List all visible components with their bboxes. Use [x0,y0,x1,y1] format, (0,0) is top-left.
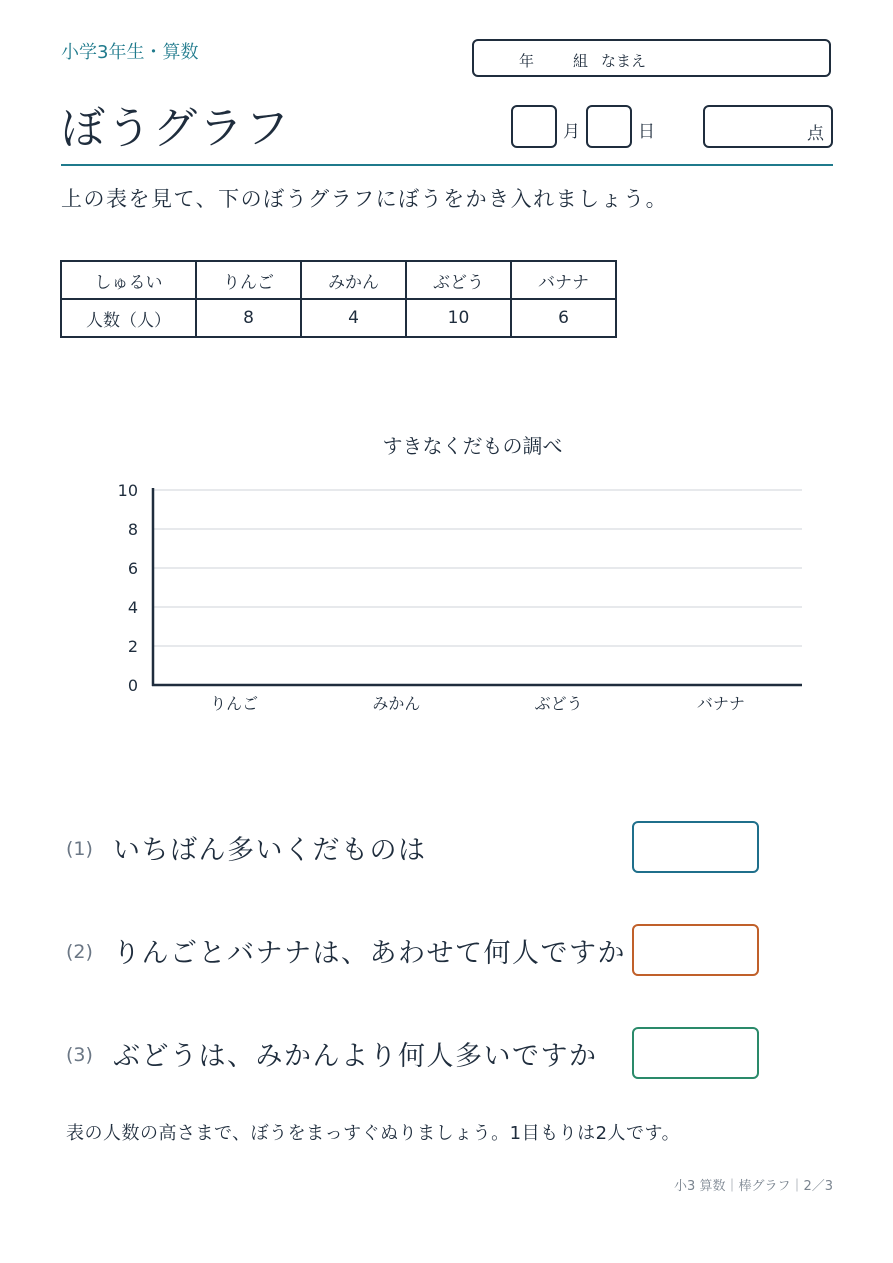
y-tick-label: 2 [127,637,138,656]
data-table [60,260,617,338]
question-number: (1) [66,838,93,860]
namae-label: なまえ [601,52,647,70]
chart-svg[interactable] [100,425,820,725]
question-text: りんごとバナナは、あわせて何人ですか [113,938,626,969]
table-cell: りんご [196,261,301,299]
x-tick-label: バナナ [696,694,745,713]
day-label: 日 [638,122,655,142]
grade-label: 小学3年生・算数 [61,42,199,63]
instruction-text: 上の表を見て、下のぼうグラフにぼうをかき入れましょう。 [61,187,669,211]
question-number: (3) [66,1044,93,1066]
score-field[interactable] [703,105,833,148]
answer-box-1[interactable] [632,821,759,873]
table-cell: 4 [301,299,406,337]
kumi-label: 組 [573,52,589,70]
month-label: 月 [563,122,580,142]
table-cell: ぶどう [406,261,511,299]
x-tick-label: ぶどう [534,694,583,713]
y-tick-label: 4 [127,598,138,617]
table-cell: 人数（人） [61,299,196,337]
question-text: ぶどうは、みかんより何人多いですか [113,1041,598,1072]
month-field[interactable] [511,105,557,148]
x-tick-label: りんご [210,694,259,713]
table-header-row [61,261,616,299]
hint-note: 表の人数の高さまで、ぼうをまっすぐぬりましょう。1目もりは2人です。 [66,1123,681,1144]
table-cell: 10 [406,299,511,337]
nen-label: 年 [519,52,535,70]
answer-box-3[interactable] [632,1027,759,1079]
table-cell: みかん [301,261,406,299]
page-footer: 小3 算数｜棒グラフ｜2／3 [674,1179,833,1194]
day-field[interactable] [586,105,632,148]
y-tick-label: 6 [127,559,138,578]
score-label: 点 [807,124,824,144]
name-field[interactable] [472,39,831,77]
page-title: ぼうグラフ [61,103,291,154]
question-number: (2) [66,941,93,963]
table-cell: しゅるい [61,261,196,299]
table-cell: 6 [511,299,616,337]
bar-chart[interactable] [100,425,820,725]
x-tick-label: みかん [372,694,421,713]
table-cell: 8 [196,299,301,337]
y-tick-label: 10 [117,481,138,500]
header-divider [61,164,833,166]
chart-title: すきなくだもの調べ [382,434,563,458]
table-cell: バナナ [511,261,616,299]
answer-box-2[interactable] [632,924,759,976]
table-row [61,299,616,337]
y-tick-label: 8 [127,520,138,539]
y-tick-label: 0 [127,676,138,695]
question-text: いちばん多いくだものは [113,835,427,866]
